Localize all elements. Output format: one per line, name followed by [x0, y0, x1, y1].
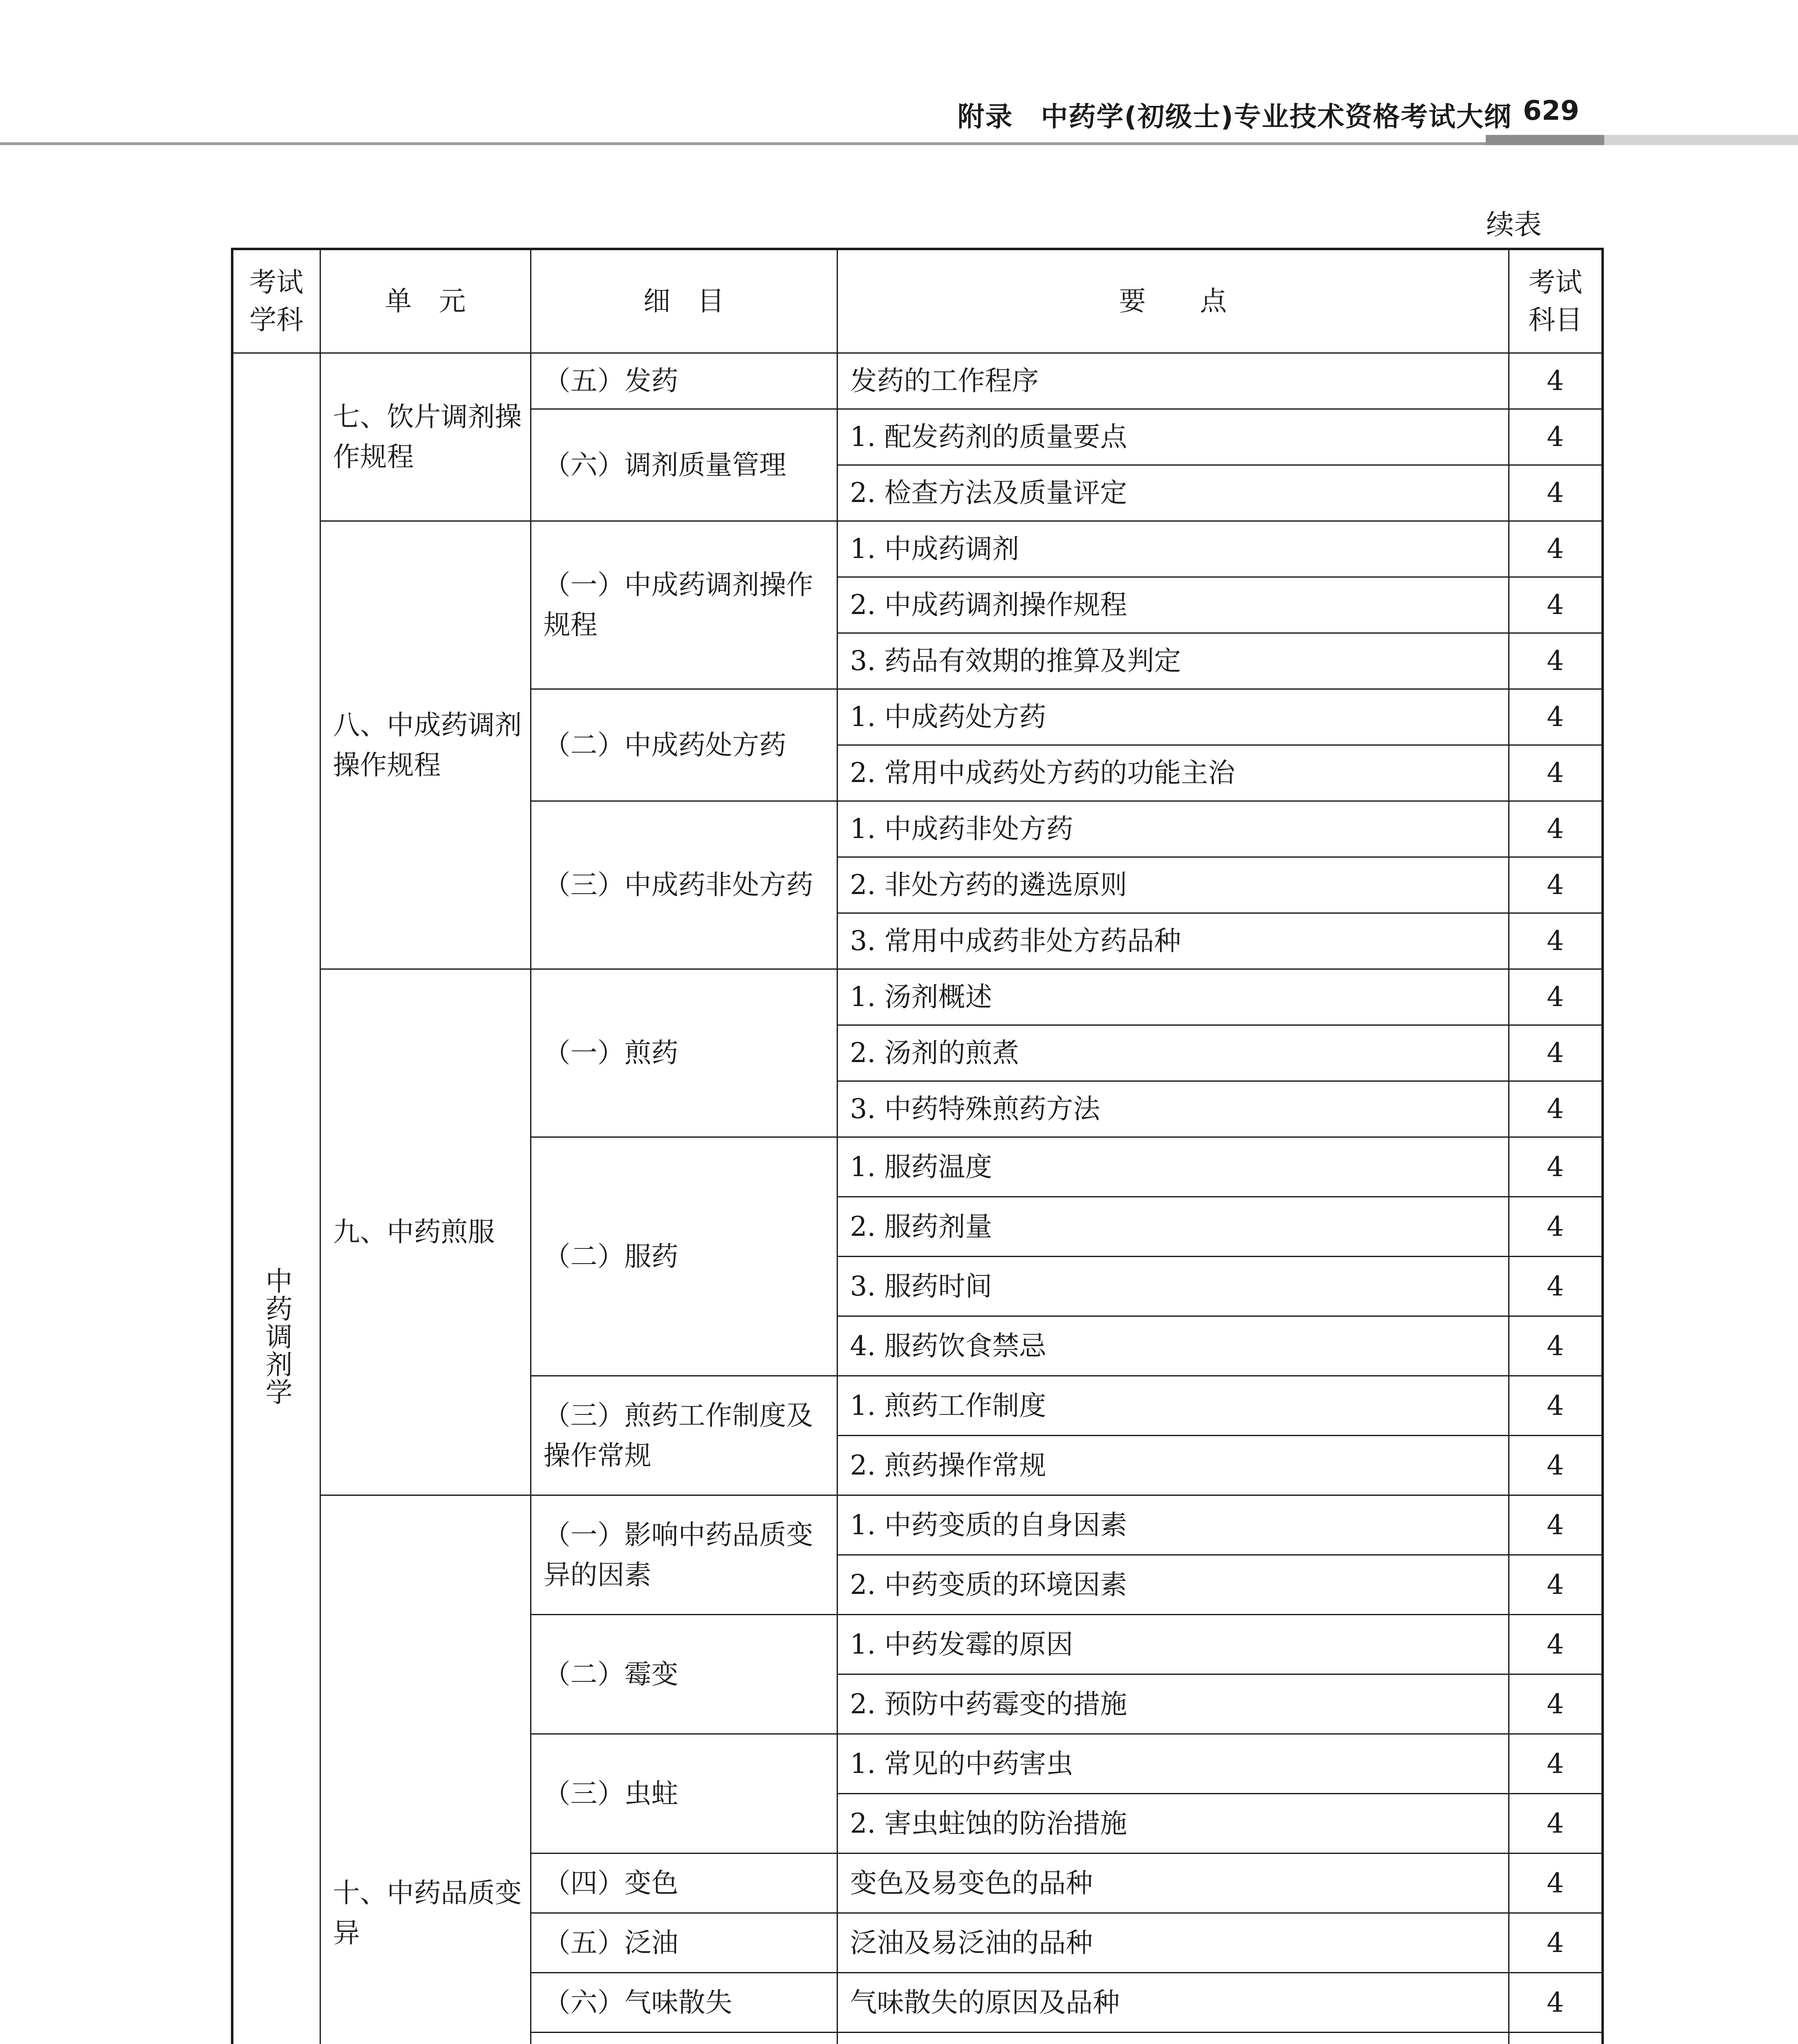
exam-cell: 4 — [1509, 633, 1603, 689]
point-cell: 气味散失的原因及品种 — [837, 1973, 1509, 2033]
exam-cell: 4 — [1509, 1376, 1603, 1436]
exam-cell: 4 — [1509, 1495, 1603, 1555]
detail-cell: （六）调剂质量管理 — [531, 409, 837, 521]
subject-label: 中药调剂学 — [261, 1267, 293, 1406]
exam-cell: 4 — [1509, 745, 1603, 801]
detail-cell: （六）气味散失 — [531, 1973, 837, 2033]
exam-cell: 4 — [1509, 1615, 1603, 1674]
point-cell — [837, 2033, 1509, 2044]
unit-cell: 八、中成药调剂操作规程 — [320, 521, 531, 969]
exam-cell: 4 — [1509, 353, 1603, 409]
detail-cell: （五）发药 — [531, 353, 837, 409]
point-cell: 2. 预防中药霉变的措施 — [837, 1674, 1509, 1734]
page-header — [0, 0, 1798, 149]
detail-cell: （三）中成药非处方药 — [531, 801, 837, 969]
exam-cell: 4 — [1509, 409, 1603, 465]
point-cell: 1. 常见的中药害虫 — [837, 1734, 1509, 1794]
exam-cell: 4 — [1509, 1137, 1603, 1197]
point-cell: 1. 中药发霉的原因 — [837, 1615, 1509, 1674]
point-cell: 1. 中成药处方药 — [837, 689, 1509, 745]
header-unit: 单 元 — [320, 249, 531, 353]
detail-cell: （二）中成药处方药 — [531, 689, 837, 801]
header-rule-accent-dark — [1486, 135, 1604, 145]
exam-cell: 4 — [1509, 1197, 1603, 1257]
point-cell: 1. 中药变质的自身因素 — [837, 1495, 1509, 1555]
detail-cell: （三）虫蛀 — [531, 1734, 837, 1853]
point-cell: 1. 中成药调剂 — [837, 521, 1509, 577]
point-cell: 1. 煎药工作制度 — [837, 1376, 1509, 1436]
header-points: 要 点 — [837, 249, 1509, 353]
point-cell: 泛油及易泛油的品种 — [837, 1913, 1509, 1973]
unit-cell: 十、中药品质变异 — [320, 1495, 531, 2044]
exam-cell: 4 — [1509, 577, 1603, 633]
exam-cell: 4 — [1509, 1555, 1603, 1615]
exam-cell: 4 — [1509, 689, 1603, 745]
unit-cell: 七、饮片调剂操作规程 — [320, 353, 531, 521]
syllabus-table — [231, 248, 1604, 2044]
point-cell: 1. 中成药非处方药 — [837, 801, 1509, 857]
exam-cell: 4 — [1509, 1316, 1603, 1376]
exam-cell: 4 — [1509, 1913, 1603, 1973]
detail-cell: （一）影响中药品质变异的因素 — [531, 1495, 837, 1615]
table-continued-caption: 续表 — [1486, 209, 1542, 241]
detail-cell: （二）霉变 — [531, 1615, 837, 1734]
point-cell: 2. 检查方法及质量评定 — [837, 465, 1509, 521]
point-cell: 3. 服药时间 — [837, 1257, 1509, 1316]
running-title: 附录 中药学(初级士)专业技术资格考试大纲 — [957, 101, 1512, 132]
header-rule — [0, 142, 1604, 145]
exam-cell: 4 — [1509, 1973, 1603, 2033]
page-number: 629 — [1523, 95, 1579, 126]
point-cell: 2. 汤剂的煎煮 — [837, 1025, 1509, 1081]
exam-cell: 4 — [1509, 1257, 1603, 1316]
point-cell: 1. 汤剂概述 — [837, 969, 1509, 1025]
detail-cell: （四）变色 — [531, 1853, 837, 1913]
point-cell: 1. 配发药剂的质量要点 — [837, 409, 1509, 465]
point-cell: 2. 中成药调剂操作规程 — [837, 577, 1509, 633]
table-row — [232, 353, 1603, 409]
point-cell: 2. 中药变质的环境因素 — [837, 1555, 1509, 1615]
detail-cell: （五）泛油 — [531, 1913, 837, 1973]
subject-cell — [232, 353, 320, 2044]
detail-cell: （一）中成药调剂操作规程 — [531, 521, 837, 689]
exam-cell: 4 — [1509, 465, 1603, 521]
detail-cell: （三）煎药工作制度及操作常规 — [531, 1376, 837, 1495]
point-cell: 2. 煎药操作常规 — [837, 1436, 1509, 1495]
header-exam: 考试科目 — [1509, 249, 1603, 353]
exam-cell: 4 — [1509, 1853, 1603, 1913]
exam-cell: 4 — [1509, 969, 1603, 1025]
unit-cell: 九、中药煎服 — [320, 969, 531, 1495]
exam-cell: 4 — [1509, 857, 1603, 913]
point-cell: 2. 害虫蛀蚀的防治措施 — [837, 1794, 1509, 1853]
detail-cell — [531, 2033, 837, 2044]
detail-cell: （二）服药 — [531, 1137, 837, 1376]
point-cell: 2. 常用中成药处方药的功能主治 — [837, 745, 1509, 801]
point-cell: 2. 服药剂量 — [837, 1197, 1509, 1257]
point-cell: 变色及易变色的品种 — [837, 1853, 1509, 1913]
exam-cell: 4 — [1509, 1794, 1603, 1853]
exam-cell: 4 — [1509, 521, 1603, 577]
exam-cell: 4 — [1509, 913, 1603, 969]
exam-cell — [1509, 2033, 1603, 2044]
detail-cell: （一）煎药 — [531, 969, 837, 1137]
point-cell: 发药的工作程序 — [837, 353, 1509, 409]
point-cell: 2. 非处方药的遴选原则 — [837, 857, 1509, 913]
table-row — [232, 1495, 1603, 1555]
exam-cell: 4 — [1509, 1734, 1603, 1794]
point-cell: 1. 服药温度 — [837, 1137, 1509, 1197]
exam-cell: 4 — [1509, 1025, 1603, 1081]
exam-cell: 4 — [1509, 1674, 1603, 1734]
exam-cell: 4 — [1509, 1436, 1603, 1495]
point-cell: 4. 服药饮食禁忌 — [837, 1316, 1509, 1376]
table-header-row — [232, 249, 1603, 353]
point-cell: 3. 中药特殊煎药方法 — [837, 1081, 1509, 1137]
header-detail: 细 目 — [531, 249, 837, 353]
table-row — [232, 521, 1603, 577]
header-subject: 考试学科 — [232, 249, 320, 353]
exam-cell: 4 — [1509, 1081, 1603, 1137]
header-rule-accent-light — [1604, 135, 1798, 145]
table-row — [232, 969, 1603, 1025]
point-cell: 3. 常用中成药非处方药品种 — [837, 913, 1509, 969]
exam-cell: 4 — [1509, 801, 1603, 857]
point-cell: 3. 药品有效期的推算及判定 — [837, 633, 1509, 689]
